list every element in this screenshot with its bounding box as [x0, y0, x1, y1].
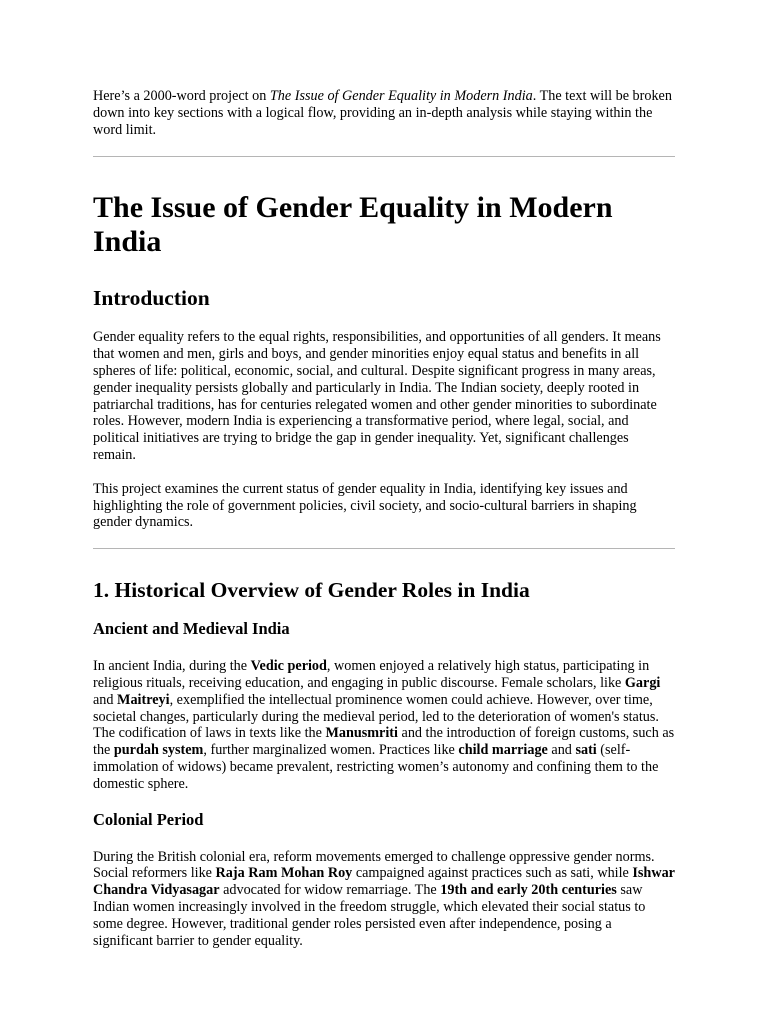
bold-term-19th-20th-centuries: 19th and early 20th centuries [440, 882, 617, 899]
bold-term-maitreyi: Maitreyi [117, 691, 170, 708]
divider [93, 548, 675, 549]
introduction-paragraph-1: Gender equality refers to the equal rights, responsibilities, and opportunities of all genders. It means that women and men, girls and boys, and gender minorities enjoy equal status and benefits in all spheres of life: political, economic, social, and cultural. Despite significant progress in many areas, gender inequality persists globally and particularly in India. The Indian society, deeply rooted in patriarchal traditions, has for centuries relegated women and other gender minorities to subordinate roles. However, modern India is experiencing a transformative period, where legal, social, and political initiatives are trying to bridge the gap in gender inequality. Yet, significant challenges remain. [93, 329, 661, 463]
text-run: , women enjoyed a relatively high status, participating in religious rituals, receiving education, and engaging in public discourse. Female scholars, like [93, 658, 650, 691]
bold-term-gargi: Gargi [624, 674, 661, 691]
divider [93, 156, 675, 157]
ancient-medieval-paragraph [93, 658, 675, 792]
text-run: and [547, 742, 576, 759]
text-run: , exemplified the intellectual prominence women could achieve. However, over time, societal changes, particularly during the medieval period, led to the deterioration of women's status. The codification of laws in texts like the [93, 691, 659, 742]
bold-term-raja-ram-mohan-roy: Raja Ram Mohan Roy [215, 865, 353, 882]
text-run: In ancient India, during the [93, 658, 251, 675]
text-run: advocated for widow remarriage. The [219, 882, 441, 899]
bold-term-manusmriti: Manusmriti [325, 725, 398, 742]
text-run: and the introduction of foreign customs, such as the [93, 725, 675, 759]
introduction-heading: Introduction [93, 286, 210, 311]
preface-text-end: . The text will be broken down into key sections with a logical flow, providing an in-depth analysis while staying within the word limit. [93, 88, 672, 138]
colonial-period-paragraph [93, 849, 675, 950]
preface-text-start: Here’s a 2000-word project on [93, 88, 270, 104]
bold-term-vedic-period: Vedic period [250, 658, 327, 675]
document-title: The Issue of Gender Equality in Modern India [93, 191, 613, 259]
ancient-medieval-heading: Ancient and Medieval India [93, 619, 290, 639]
text-run: (self-immolation of widows) became prevalent, restricting women’s autonomy and confining them to the domestic sphere. [93, 742, 659, 792]
bold-term-child-marriage: child marriage [458, 742, 548, 759]
text-run: campaigned against practices such as sati, while [352, 865, 633, 882]
preface-italic-title: The Issue of Gender Equality in Modern India [269, 88, 533, 104]
section-1-heading: 1. Historical Overview of Gender Roles in India [93, 578, 530, 603]
text-run: saw Indian women increasingly involved in the freedom struggle, which elevated their social status to some degree. However, traditional gender roles persisted even after independence, posing a significant barrier to gender equality. [93, 882, 646, 949]
text-run: , further marginalized women. Practices like [203, 742, 459, 759]
bold-term-ishwar-chandra-vidyasagar: Ishwar Chandra Vidyasagar [93, 865, 675, 899]
text-run: During the British colonial era, reform movements emerged to challenge oppressive gender norms. Social reformers like [93, 848, 655, 882]
text-run: and [93, 691, 118, 708]
introduction-paragraph-2: This project examines the current status of gender equality in India, identifying key issues and highlighting the role of government policies, civil society, and socio-cultural barriers in shaping gender dynamics. [93, 480, 637, 531]
preface-paragraph [93, 88, 675, 138]
colonial-period-heading: Colonial Period [93, 809, 204, 829]
bold-term-sati: sati [575, 742, 597, 759]
bold-term-purdah-system: purdah system [113, 742, 204, 759]
